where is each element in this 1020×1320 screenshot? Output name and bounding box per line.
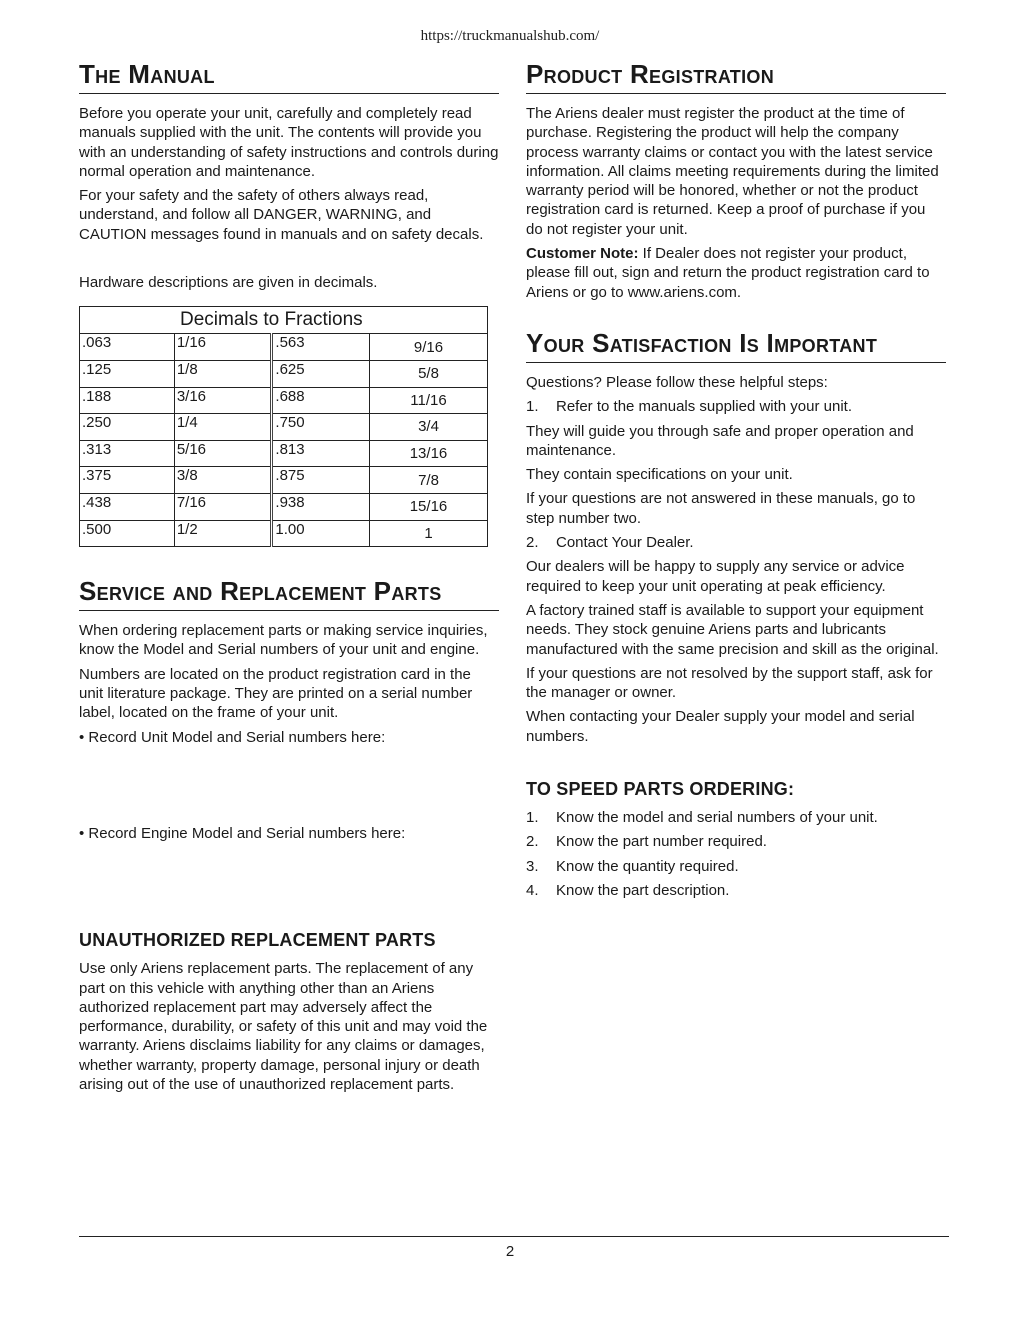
customer-note-label: Customer Note: (526, 245, 639, 263)
table-cell: .500 (80, 520, 175, 547)
engine-serial-bullet: • Record Engine Model and Serial numbers here: (79, 824, 406, 842)
table-cell: 1/2 (174, 520, 272, 547)
table-cell: 15/16 (370, 493, 488, 520)
list-item (526, 881, 946, 900)
table-cell: .188 (80, 387, 175, 414)
service-heading: Service and Replacement Parts (79, 575, 499, 611)
satisfaction-heading: Your Satisfaction Is Important (526, 327, 946, 363)
table-cell: 9/16 (370, 334, 488, 361)
table-row (80, 440, 488, 467)
table-cell: 13/16 (370, 440, 488, 467)
table-cell: 5/16 (174, 440, 272, 467)
satisfaction-paragraph-1: They will guide you through safe and proper operation and maintenance. (526, 422, 914, 459)
satisfaction-paragraph-3: If your questions are not answered in these manuals, go to step number two. (526, 490, 916, 527)
item-number: 3. (526, 857, 539, 875)
satisfaction-step-1 (526, 397, 946, 416)
table-cell: 7/16 (174, 493, 272, 520)
service-paragraph-2: Numbers are located on the product registration card in the unit literature package. They are printed on a serial number label, located on the frame of your unit. (79, 665, 473, 722)
table-cell: 5/8 (370, 360, 488, 387)
list-item (526, 832, 946, 851)
registration-paragraph: The Ariens dealer must register the product at the time of purchase. Registering the product will help the company process warranty claims or contact you with the latest service information. All claims meeting requirements during the limited warranty period will be honored, whether or not the product registration card is returned. Keep a proof of purchase if you do not register your unit. (526, 105, 939, 238)
item-text: Know the part number required. (556, 833, 767, 851)
table-cell: 1.00 (272, 520, 370, 547)
table-cell: .125 (80, 360, 175, 387)
step-number: 2. (526, 534, 539, 552)
footer-divider (79, 1236, 949, 1237)
manual-paragraph-1: Before you operate your unit, carefully and completely read manuals supplied with the unit. The contents will provide you with an understanding of safety instructions and controls during normal operation and maintenance. (79, 105, 499, 180)
table-row (80, 414, 488, 441)
table-cell: .563 (272, 334, 370, 361)
manual-paragraph-2: For your safety and the safety of others always read, understand, and follow all DANGER, WARNING, and CAUTION messages found in manuals and on safety decals. (79, 187, 484, 243)
unauthorized-paragraph: Use only Ariens replacement parts. The replacement of any part on this vehicle with anything other than an Ariens authorized replacement part may adversely affect the performance, durability, or safety of this unit and may void the warranty. Ariens disclaims liability for any claims or damages, whether warranty, property damage, personal injury or death arising out of the use of unauthorized replacement parts. (79, 960, 488, 1093)
decimals-table-body (80, 334, 488, 547)
table-cell: 1 (370, 520, 488, 547)
satisfaction-paragraph-4: Our dealers will be happy to supply any service or advice required to keep your unit operating at peak efficiency. (526, 558, 905, 595)
left-column (79, 58, 499, 1099)
satisfaction-intro: Questions? Please follow these helpful steps: (526, 373, 828, 391)
table-row (80, 360, 488, 387)
item-number: 2. (526, 833, 539, 851)
table-cell: .375 (80, 467, 175, 494)
step-text: Contact Your Dealer. (556, 534, 694, 552)
item-text: Know the model and serial numbers of your unit. (556, 809, 878, 827)
table-cell: .438 (80, 493, 175, 520)
customer-note (526, 244, 946, 302)
unit-serial-bullet: • Record Unit Model and Serial numbers here: (79, 728, 386, 746)
table-cell: .313 (80, 440, 175, 467)
table-cell: .875 (272, 467, 370, 494)
item-text: Know the quantity required. (556, 857, 739, 875)
table-cell: 3/8 (174, 467, 272, 494)
table-cell: 7/8 (370, 467, 488, 494)
table-cell: .625 (272, 360, 370, 387)
right-column (526, 58, 946, 905)
item-text: Know the part description. (556, 881, 730, 899)
table-row (80, 467, 488, 494)
table-cell: 3/16 (174, 387, 272, 414)
decimals-table (79, 306, 488, 547)
satisfaction-paragraph-2: They contain specifications on your unit. (526, 466, 793, 484)
item-number: 4. (526, 881, 539, 899)
table-row (80, 493, 488, 520)
table-cell: 3/4 (370, 414, 488, 441)
speed-ordering-heading: TO SPEED PARTS ORDERING: (526, 779, 795, 800)
table-cell: .688 (272, 387, 370, 414)
satisfaction-paragraph-5: A factory trained staff is available to support your equipment needs. They stock genuine Ariens parts and lubricants manufactured with the same precision and skill as the original. (526, 601, 939, 658)
list-item (526, 857, 946, 876)
table-cell: .750 (272, 414, 370, 441)
manual-paragraph-3: Hardware descriptions are given in decimals. (79, 274, 378, 292)
list-item (526, 808, 946, 827)
table-cell: 1/8 (174, 360, 272, 387)
source-url: https://truckmanualshub.com/ (420, 28, 600, 44)
decimals-table-title: Decimals to Fractions (80, 307, 488, 334)
unauthorized-heading: UNAUTHORIZED REPLACEMENT PARTS (79, 930, 436, 951)
registration-heading: Product Registration (526, 58, 946, 94)
table-cell: .250 (80, 414, 175, 441)
customer-note-text: If Dealer does not register your product, please fill out, sign and return the product registration card to Ariens or go to www.ariens.com. (526, 245, 930, 301)
table-row (80, 334, 488, 361)
table-cell: .813 (272, 440, 370, 467)
table-cell: 1/16 (174, 334, 272, 361)
item-number: 1. (526, 809, 539, 827)
table-cell: 1/4 (174, 414, 272, 441)
service-paragraph-1: When ordering replacement parts or making service inquiries, know the Model and Serial numbers of your unit and engine. (79, 622, 488, 659)
satisfaction-step-2 (526, 533, 946, 552)
satisfaction-paragraph-6: If your questions are not resolved by the support staff, ask for the manager or owner. (526, 664, 933, 702)
page-number: 2 (505, 1243, 515, 1260)
step-number: 1. (526, 398, 539, 416)
table-row (80, 520, 488, 547)
table-cell: .063 (80, 334, 175, 361)
table-cell: 11/16 (370, 387, 488, 414)
satisfaction-paragraph-7: When contacting your Dealer supply your model and serial numbers. (526, 708, 915, 745)
table-row (80, 387, 488, 414)
table-cell: .938 (272, 493, 370, 520)
step-text: Refer to the manuals supplied with your unit. (556, 398, 852, 416)
manual-heading: The Manual (79, 58, 499, 94)
speed-ordering-list (526, 808, 946, 900)
